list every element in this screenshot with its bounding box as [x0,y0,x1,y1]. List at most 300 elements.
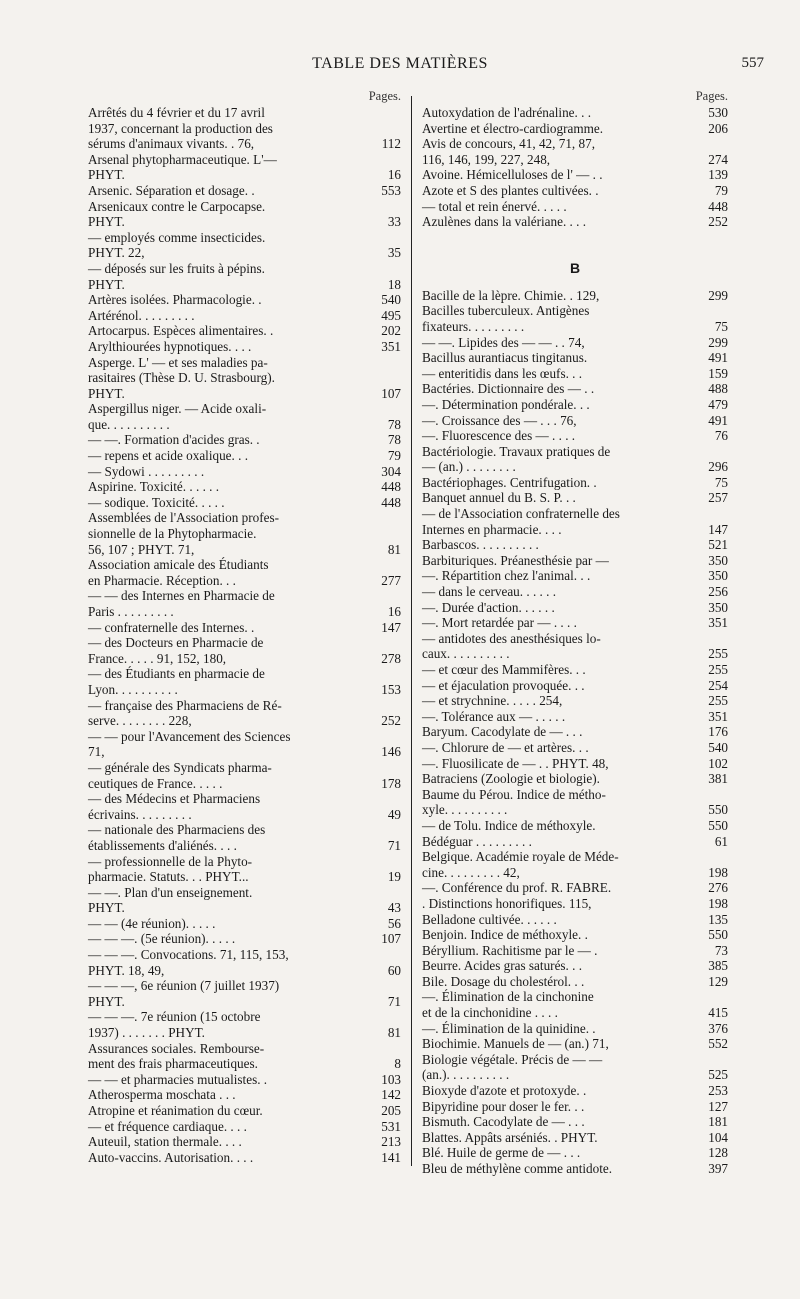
index-entry [88,464,401,480]
right-column [422,88,728,1177]
index-entry-text: Asperge. L' — et ses maladies pa- rasitaires (Thèse D. U. Strasbourg). PHYT. [88,354,275,401]
index-entry [422,1052,728,1083]
index-entry [88,105,401,152]
index-entry-text: Artères isolées. Pharmacologie. . [88,292,262,308]
index-entry-text: — —. Plan d'un enseignement. PHYT. [88,884,253,916]
index-entry-page: 256 [708,584,728,600]
index-entry-text: —. Répartition chez l'animal. . . [422,568,591,584]
index-entry-page: 181 [708,1114,728,1130]
index-entry [422,678,728,694]
index-entry-text: — antidotes des anesthésiques lo- caux. . . . . . . . . . [422,630,601,662]
index-entry [88,308,401,324]
index-entry-text: Belgique. Académie royale de Méde- cine. . . . . . . . . 42, [422,849,619,880]
index-entry [88,885,401,916]
index-entry [88,557,401,588]
index-entry-page: 112 [381,136,401,152]
index-entry-page: 102 [708,755,728,771]
index-entry [88,760,401,791]
page-number: 557 [741,55,764,71]
index-entry-text: Avoine. Hémicelluloses de l' — . . [422,167,603,183]
index-entry-page: 278 [381,650,401,666]
index-entry-text: Barbascos. . . . . . . . . . [422,537,539,553]
index-entry-text: Arrêtés du 4 février et du 17 avril 1937, concernant la production des sérums d'animaux vivants. . 76, [88,105,273,152]
index-entry-page: 252 [708,214,728,230]
index-entry-text: — — pour l'Avancement des Sciences 71, [88,728,291,760]
index-entry-page: 350 [708,599,728,615]
index-entry-text: Bacille de la lèpre. Chimie. . 129, [422,287,600,303]
index-entry-text: — total et rein énervé. . . . . [422,198,567,214]
index-entry [422,335,728,351]
index-entry [422,818,728,834]
index-entry [422,506,728,537]
left-column [88,88,401,1165]
index-entry-text: Avertine et électro-cardiogramme. [422,120,603,136]
index-entry [422,214,728,230]
index-entry-text: —. Fluorescence des — . . . . [422,428,576,444]
index-entry [88,1087,401,1103]
index-entry-page: 81 [387,541,401,557]
index-entry [88,588,401,619]
index-entry-page: 49 [387,806,401,822]
right-entry-list-a [422,105,728,230]
index-entry-text: Assurances sociales. Rembourse- ment des frais pharmaceutiques. [88,1040,265,1072]
index-entry-text: Belladone cultivée. . . . . . [422,911,557,927]
index-entry [422,537,728,553]
index-entry [88,448,401,464]
index-entry-page: 299 [708,334,728,350]
index-entry-page: 139 [708,167,728,183]
index-entry-page: 103 [381,1071,401,1087]
index-entry-page: 71 [387,837,401,853]
index-entry-text: Beurre. Acides gras saturés. . . [422,958,583,974]
index-entry [88,510,401,557]
index-entry-page: 147 [381,619,401,635]
index-entry-page: 142 [381,1087,401,1103]
index-entry [422,105,728,121]
index-entry [422,381,728,397]
index-entry-text: . Distinctions honorifiques. 115, [422,895,592,911]
index-entry [422,413,728,429]
index-entry-page: 550 [708,817,728,833]
index-entry [88,230,401,261]
index-entry-text: Benjoin. Indice de méthoxyle. . [422,927,588,943]
index-entry-page: 553 [381,182,401,198]
index-entry-page: 351 [381,338,401,354]
index-entry-text: — — —. Convocations. 71, 115, 153, PHYT. 18, 49, [88,947,289,978]
index-entry [422,834,728,850]
index-entry-page: 397 [708,1161,728,1176]
index-entry-page: 277 [381,572,401,588]
index-entry-text: Aspergillus niger. — Acide oxali- que. . . . . . . . . . [88,401,267,432]
left-entry-list [88,105,401,1165]
index-entry [88,635,401,666]
index-entry [422,927,728,943]
index-entry-text: — sodique. Toxicité. . . . . [88,494,225,510]
index-entry-page: 540 [708,739,728,755]
pages-label-right: Pages. [695,89,728,103]
index-entry-page: 75 [714,318,728,334]
index-entry [422,662,728,678]
index-entry-text: — —. Lipides des — — . . 74, [422,334,585,350]
index-entry-page: 129 [708,973,728,989]
index-entry-text: Arsenic. Séparation et dosage. . [88,182,255,198]
index-entry-page: 16 [387,604,401,619]
index-entry-page: 159 [708,365,728,381]
index-entry [422,974,728,990]
index-entry [88,292,401,308]
index-entry-text: Bismuth. Cacodylate de — . . . [422,1114,585,1130]
index-entry [422,615,728,631]
section-letter: B [569,259,581,276]
index-entry [88,1009,401,1040]
index-entry [422,709,728,725]
index-entry [422,849,728,880]
index-entry-page: 178 [381,775,401,791]
index-entry-page: 274 [708,151,728,167]
index-entry-text: — — —. (5e réunion). . . . . [88,931,236,947]
index-entry-page: 255 [708,646,728,662]
index-entry-page: 376 [708,1020,728,1036]
index-entry-page: 153 [381,681,401,697]
index-entry-page: 61 [714,833,728,849]
index-entry-text: Atherosperma moschata . . . [88,1087,236,1103]
index-entry-page: 73 [714,942,728,958]
index-entry-page: 351 [708,708,728,724]
index-entry [422,1114,728,1130]
index-entry [88,339,401,355]
index-entry-page: 495 [381,307,401,323]
index-entry-text: — et cœur des Mammifères. . . [422,662,586,677]
index-entry-page: 76 [714,428,728,444]
index-entry-page: 75 [714,474,728,490]
index-entry-page: 107 [381,385,401,401]
index-entry-page: 35 [387,245,401,261]
index-entry [422,880,728,896]
index-entry [88,791,401,822]
index-entry [422,958,728,974]
index-entry [422,428,728,444]
index-entry-text: — —. Formation d'acides gras. . [88,432,260,448]
index-entry [422,600,728,616]
index-entry-page: 16 [387,167,401,183]
index-entry-text: Biochimie. Manuels de — (an.) 71, [422,1036,609,1052]
index-entry-page: 479 [708,396,728,412]
index-entry-text: — — et pharmacies mutualistes. . [88,1071,268,1087]
index-entry-text: Barbituriques. Préanesthésie par — [422,552,609,568]
index-entry-page: 104 [708,1129,728,1145]
index-entry-page: 296 [708,459,728,475]
index-entry-text: Atropine et réanimation du cœur. [88,1103,263,1118]
index-entry [88,323,401,339]
index-entry-text: — de Tolu. Indice de méthoxyle. [422,817,596,833]
index-entry-text: Artocarpus. Espèces alimentaires. . [88,323,274,339]
index-entry [88,479,401,495]
index-entry-text: Blé. Huile de germe de — . . . [422,1145,581,1161]
index-entry [88,355,401,402]
index-entry-page: 202 [381,323,401,339]
index-entry [422,740,728,756]
index-entry-text: — Sydowi . . . . . . . . . [88,463,205,479]
index-entry-page: 540 [381,292,401,308]
index-entry-page: 205 [381,1103,401,1118]
index-entry-text: Avis de concours, 41, 42, 71, 87, 116, 146, 199, 227, 248, [422,136,596,167]
index-entry [88,1150,401,1166]
index-entry-text: —. Tolérance aux — . . . . . [422,708,566,724]
index-entry-text: — nationale des Pharmaciens des établissements d'aliénés. . . . [88,822,266,853]
index-entry-page: 213 [381,1134,401,1150]
index-entry [422,1161,728,1177]
index-entry-text: —. Durée d'action. . . . . . [422,599,555,615]
index-entry-text: — professionnelle de la Phyto- pharmacie. Statuts. . . PHYT... [88,853,253,885]
index-entry [422,183,728,199]
index-entry-text: Aspirine. Toxicité. . . . . . [88,479,220,495]
index-entry-page: 255 [708,693,728,709]
index-entry-text: — des Étudiants en pharmacie de Lyon. . . . . . . . . . [88,666,265,697]
index-entry-page: 350 [708,552,728,568]
index-entry-text: Arylthiourées hypnotiques. . . . [88,338,252,354]
index-entry-page: 79 [714,182,728,198]
index-entry-page: 141 [381,1149,401,1165]
index-entry-text: Auteuil, station thermale. . . . [88,1134,242,1150]
index-entry [422,912,728,928]
index-entry-page: 255 [708,662,728,677]
index-entry-text: Bactériologie. Travaux pratiques de — (an.) . . . . . . . . [422,443,611,475]
index-entry [422,199,728,215]
index-entry [422,490,728,506]
index-entry [422,475,728,491]
index-entry-text: Baume du Pérou. Indice de métho- xyle. . . . . . . . . . [422,786,606,818]
index-entry [422,350,728,366]
index-entry-text: —. Élimination de la quinidine. . [422,1020,596,1036]
index-entry-text: Bactériophages. Centrifugation. . [422,474,597,490]
index-entry-text: Assemblées de l'Association profes- sionnelle de la Phytopharmacie. 56, 107 ; PHYT. 71, [88,510,279,557]
index-entry [422,303,728,334]
index-entry-page: 304 [381,463,401,479]
index-entry-page: 550 [708,802,728,818]
index-entry-page: 521 [708,537,728,553]
index-entry [88,666,401,697]
index-entry-text: Arsenal phytopharmaceutique. L'— PHYT. [88,151,277,183]
index-entry [88,1134,401,1150]
index-entry [422,1130,728,1146]
index-entry [88,1103,401,1119]
index-entry [422,444,728,475]
running-title: TABLE DES MATIÈRES [312,55,488,72]
index-entry [422,568,728,584]
index-entry [422,167,728,183]
index-entry [88,947,401,978]
index-entry-text: Auto-vaccins. Autorisation. . . . [88,1149,254,1165]
index-entry [422,584,728,600]
index-entry-text: — — (4e réunion). . . . . [88,915,216,931]
index-entry [88,916,401,932]
index-entry-page: 350 [708,568,728,584]
index-entry-page: 107 [381,931,401,947]
index-entry-page: 206 [708,120,728,136]
index-entry [422,756,728,772]
index-entry-page: 254 [708,677,728,693]
index-entry [422,136,728,167]
index-entry-text: Bactéries. Dictionnaire des — . . [422,381,595,397]
index-entry-text: Blattes. Appâts arséniés. . PHYT. [422,1129,598,1145]
index-entry [422,366,728,382]
index-entry-text: Autoxydation de l'adrénaline. . . [422,105,592,120]
index-entry-page: 78 [387,416,401,432]
index-entry-text: — — —, 6e réunion (7 juillet 1937) PHYT. [88,978,280,1009]
index-entry-text: — dans le cerveau. . . . . . [422,584,557,600]
index-entry-text: Bile. Dosage du cholestérol. . . [422,973,585,989]
index-entry-text: —. Fluosilicate de — . . PHYT. 48, [422,755,609,771]
index-entry-page: 257 [708,490,728,506]
index-entry-text: — — des Internes en Pharmacie de Paris . . . . . . . . . [88,588,275,619]
index-entry [88,729,401,760]
index-entry-page: 71 [387,993,401,1009]
index-entry-text: Azote et S des plantes cultivées. . [422,182,599,198]
index-entry-page: 385 [708,958,728,974]
index-entry-page: 198 [708,895,728,911]
index-entry-page: 78 [387,432,401,448]
index-entry [88,620,401,636]
index-entry [422,121,728,137]
index-entry [422,553,728,569]
index-entry-text: — — —. 7e réunion (15 octobre 1937) . . . . . . . PHYT. [88,1009,261,1041]
index-entry-text: Béryllium. Rachitisme par le — . [422,942,598,958]
index-entry-text: — de l'Association confraternelle des Internes en pharmacie. . . . [422,506,620,537]
index-entry [88,854,401,885]
index-entry-page: 531 [381,1118,401,1134]
index-entry [422,288,728,304]
index-entry-page: 491 [708,412,728,428]
index-entry-page: 135 [708,911,728,927]
index-entry [88,1072,401,1088]
index-entry-page: 252 [381,713,401,729]
index-entry-page: 530 [708,105,728,120]
index-entry [422,1021,728,1037]
index-entry-page: 56 [387,915,401,931]
index-entry [88,931,401,947]
index-entry-text: Biologie végétale. Précis de — — (an.). . . . . . . . . . [422,1051,603,1083]
index-entry [88,495,401,511]
index-entry [88,698,401,729]
index-entry-page: 33 [387,214,401,230]
index-entry [422,989,728,1020]
index-entry-text: Bipyridine pour doser le fer. . . [422,1098,585,1114]
index-entry [422,787,728,818]
index-entry-text: Bacillus aurantiacus tingitanus. [422,350,588,366]
index-entry-text: —. Élimination de la cinchonine et de la cinchonidine . . . . [422,989,594,1021]
index-entry-page: 127 [708,1098,728,1114]
index-entry-text: — et fréquence cardiaque. . . . [88,1118,247,1134]
index-entry-page: 176 [708,724,728,740]
index-entry-text: — confraternelle des Internes. . [88,619,255,635]
index-entry-page: 8 [394,1056,401,1072]
index-entry-page: 147 [708,521,728,537]
index-entry-page: 525 [708,1067,728,1083]
index-entry-page: 448 [708,198,728,214]
index-entry [422,397,728,413]
column-divider [411,96,412,1166]
index-entry [422,724,728,740]
index-entry-text: —. Chlorure de — et artères. . . [422,739,589,755]
right-entry-list-b [422,288,728,1177]
index-entry-page: 299 [708,287,728,303]
index-entry-text: — employés comme insecticides. PHYT. 22, [88,229,266,261]
index-entry-text: Artérénol. . . . . . . . . [88,307,195,323]
index-entry-text: Baryum. Cacodylate de — . . . [422,724,583,740]
index-entry [88,978,401,1009]
index-entry-page: 43 [387,900,401,916]
index-entry-text: — des Médecins et Pharmaciens écrivains. . . . . . . . . [88,791,261,822]
index-entry-text: —. Conférence du prof. R. FABRE. [422,880,612,896]
index-entry-text: Bioxyde d'azote et protoxyde. . [422,1083,587,1099]
index-entry [422,943,728,959]
index-entry [422,631,728,662]
index-entry-page: 19 [387,869,401,885]
index-entry [88,183,401,199]
index-entry [422,771,728,787]
index-entry-page: 18 [387,276,401,292]
index-entry [422,1099,728,1115]
index-entry-text: Azulènes dans la valériane. . . . [422,214,587,230]
index-entry-text: Batraciens (Zoologie et biologie). [422,771,600,787]
index-entry [422,1145,728,1161]
index-entry [422,896,728,912]
index-entry-text: — et éjaculation provoquée. . . [422,677,585,693]
index-entry-page: 60 [387,962,401,978]
index-entry [422,1083,728,1099]
index-entry-page: 128 [708,1145,728,1161]
index-entry-page: 351 [708,615,728,631]
index-entry-text: —. Croissance des — . . . 76, [422,412,577,428]
index-entry-page: 79 [387,448,401,464]
index-entry [422,693,728,709]
index-entry-page: 81 [387,1025,401,1041]
index-entry-text: — générale des Syndicats pharma- ceutiques de France. . . . . [88,759,272,791]
index-entry-page: 552 [708,1036,728,1052]
index-entry-text: —. Détermination pondérale. . . [422,396,590,412]
index-entry [88,1041,401,1072]
index-entry-text: Bédéguar . . . . . . . . . [422,833,532,849]
index-entry-text: — déposés sur les fruits à pépins. PHYT. [88,260,265,292]
index-entry-page: 448 [381,494,401,510]
index-entry [88,261,401,292]
index-entry-text: Association amicale des Étudiants en Pharmacie. Réception. . . [88,557,269,588]
index-entry-text: Arsenicaux contre le Carpocapse. PHYT. [88,198,266,230]
index-entry-text: —. Mort retardée par — . . . . [422,615,577,631]
index-entry-page: 491 [708,350,728,366]
index-entry-page: 448 [381,479,401,495]
index-entry-text: — française des Pharmaciens de Ré- serve. . . . . . . . 228, [88,697,282,729]
index-entry [88,152,401,183]
index-entry-page: 253 [708,1083,728,1099]
index-entry [88,401,401,432]
index-entry [88,199,401,230]
index-entry-page: 381 [708,771,728,787]
index-entry-text: Banquet annuel du B. S. P. . . [422,490,576,506]
index-entry [88,432,401,448]
index-entry-text: Bacilles tuberculeux. Antigènes fixateurs. . . . . . . . . [422,303,590,334]
index-entry-page: 415 [708,1005,728,1021]
index-entry [88,822,401,853]
index-entry-text: — et strychnine. . . . . 254, [422,693,563,709]
index-entry-page: 276 [708,880,728,896]
index-entry-page: 198 [708,864,728,880]
index-entry-text: — repens et acide oxalique. . . [88,448,249,464]
index-entry-text: — des Docteurs en Pharmacie de France. . . . . 91, 152, 180, [88,635,264,666]
index-entry-text: Bleu de méthylène comme antidote. [422,1161,613,1176]
index-entry-page: 550 [708,927,728,943]
index-entry-page: 146 [381,744,401,760]
